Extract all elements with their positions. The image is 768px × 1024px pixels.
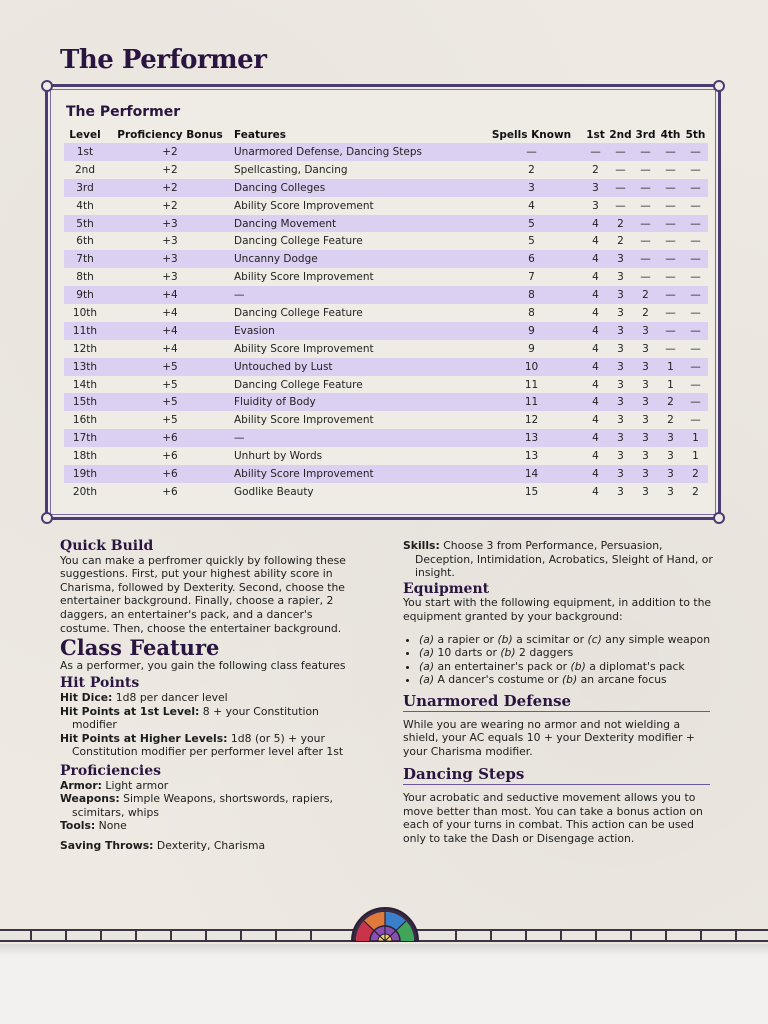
dancing-steps-heading: Dancing Steps: [403, 768, 710, 785]
table-cell: 9th: [64, 286, 106, 304]
table-cell: 4: [592, 378, 599, 391]
table-cell: —: [640, 235, 651, 248]
table-cell: 13th: [64, 358, 106, 376]
table-cell: 3: [617, 271, 624, 284]
table-cell: 10: [480, 358, 583, 376]
table-cell: —: [640, 271, 651, 284]
table-cell: 4: [583, 429, 608, 447]
table-cell: 3: [583, 179, 608, 197]
column-header: Level: [69, 129, 101, 141]
table-row: [64, 197, 708, 215]
table-cell: —: [658, 143, 683, 161]
table-cell: 1: [683, 429, 708, 447]
equipment-item-part: (a): [419, 659, 435, 673]
table-row: [64, 250, 708, 268]
table-cell: 3: [617, 342, 624, 355]
table-cell: 3: [617, 450, 624, 463]
table-cell: —: [690, 378, 701, 391]
dancing-steps-text: Your acrobatic and seductive movement allows you to move better than most. You can take a bonus action on each of your turns in combat. This action can be used only to take the Dash or Disengage action.: [403, 790, 703, 845]
table-cell: +5: [162, 378, 178, 391]
weapons-line: [60, 792, 350, 819]
footer-tick: [455, 931, 457, 940]
footer-tick: [100, 931, 102, 940]
frame-corner-ornament: [713, 80, 725, 92]
hit-dice-line: [60, 691, 350, 705]
table-cell: —: [665, 235, 676, 248]
table-cell: +5: [162, 414, 178, 427]
equipment-item-part: 2 daggers: [515, 646, 574, 660]
hp-first-level-line: [60, 705, 350, 732]
table-cell: —: [690, 235, 701, 248]
table-cell: Dancing College Feature: [234, 378, 363, 391]
tools-line: [60, 819, 350, 833]
hp-higher-levels-line: [60, 732, 350, 759]
table-cell: 20th: [72, 485, 98, 498]
equipment-item-part: an entertainer's pack or: [434, 659, 571, 673]
unarmored-defense-heading: Unarmored Defense: [403, 695, 710, 712]
table-row: [64, 447, 708, 465]
equipment-item-part: (c): [587, 632, 602, 646]
table-cell: +3: [106, 250, 234, 268]
table-cell: +5: [106, 358, 234, 376]
column-header: 1st: [586, 129, 605, 141]
hp-higher-levels-label: Hit Points at Higher Levels:: [60, 731, 228, 745]
table-cell: 4: [528, 199, 535, 212]
table-cell: —: [608, 143, 633, 161]
table-cell: 13: [524, 450, 539, 463]
table-cell: —: [633, 250, 658, 268]
table-cell: 3: [633, 429, 658, 447]
table-cell: —: [690, 163, 701, 176]
table-cell: —: [665, 271, 676, 284]
equipment-item-part: (a): [419, 646, 435, 660]
table-cell: 11: [524, 378, 539, 391]
weapons-label: Weapons:: [60, 792, 120, 806]
equipment-item-part: 10 darts or: [434, 646, 501, 660]
armor-label: Armor:: [60, 778, 102, 792]
table-cell: Spellcasting, Dancing: [234, 163, 348, 176]
equipment-item-part: a diplomat's pack: [585, 659, 685, 673]
footer-tick: [700, 931, 702, 940]
table-cell: 4: [583, 465, 608, 483]
table-cell: 4: [583, 286, 608, 304]
class-feature-text: As a performer, you gain the following class features: [60, 658, 346, 672]
saving-throws-line: [60, 839, 350, 853]
table-cell: 3: [633, 465, 658, 483]
table-cell: Ability Score Improvement: [234, 414, 374, 427]
table-cell: 18th: [72, 450, 98, 463]
table-cell: 7: [528, 271, 535, 284]
table-cell: 4: [583, 393, 608, 411]
tools-label: Tools:: [60, 819, 96, 833]
table-cell: 3: [617, 414, 624, 427]
table-cell: 4: [592, 414, 599, 427]
table-cell: 4: [592, 342, 599, 355]
table-row: [64, 161, 708, 179]
table-cell: +6: [106, 465, 234, 483]
table-cell: —: [658, 250, 683, 268]
table-title: The Performer: [66, 104, 181, 120]
table-cell: 3: [633, 358, 658, 376]
table-cell: 15: [524, 485, 539, 498]
table-row: [64, 215, 708, 233]
hit-points-heading: Hit Points: [60, 675, 140, 692]
hp-higher-levels-value: 1d8 (or 5) + your Constitution modifier per performer level after 1st: [72, 731, 344, 759]
table-row: [64, 179, 708, 197]
table-cell: 12th: [72, 342, 98, 355]
table-cell: —: [690, 414, 701, 427]
footer-tick: [310, 931, 312, 940]
table-cell: 3: [608, 286, 633, 304]
table-cell: 5: [528, 235, 535, 248]
table-cell: —: [690, 342, 701, 355]
footer-tick: [525, 931, 527, 940]
table-row: [64, 411, 708, 429]
equipment-item-part: any simple weapon: [601, 632, 711, 646]
table-cell: 6: [480, 250, 583, 268]
column-header: 4th: [660, 129, 681, 141]
table-cell: —: [234, 286, 480, 304]
table-cell: +4: [106, 286, 234, 304]
table-cell: 4: [592, 306, 599, 319]
table-cell: +4: [162, 306, 178, 319]
equipment-list: [403, 633, 713, 687]
equipment-item-part: (a): [419, 632, 435, 646]
footer-tick: [275, 931, 277, 940]
table-row: [64, 286, 708, 304]
hit-dice-value: 1d8 per dancer level: [112, 690, 228, 704]
table-cell: 3: [642, 414, 649, 427]
table-cell: —: [683, 179, 708, 197]
table-cell: 2: [592, 163, 599, 176]
table-cell: 3: [480, 179, 583, 197]
table-cell: —: [633, 143, 658, 161]
equipment-item: [419, 660, 713, 674]
right-column: [403, 539, 713, 845]
left-column: [60, 540, 350, 852]
footer-tick: [490, 931, 492, 940]
footer-tick: [170, 931, 172, 940]
table-cell: —: [608, 179, 633, 197]
table-cell: 3: [658, 429, 683, 447]
table-cell: 6th: [76, 235, 94, 248]
table-cell: 14: [480, 465, 583, 483]
table-cell: 4: [583, 358, 608, 376]
table-cell: 3: [608, 322, 633, 340]
table-cell: 5: [480, 215, 583, 233]
equipment-item-part: a scimitar or: [512, 632, 588, 646]
column-header: 5th: [685, 129, 706, 141]
table-cell: 2: [528, 163, 535, 176]
table-cell: 11th: [64, 322, 106, 340]
table-cell: —: [665, 342, 676, 355]
table-cell: 2: [683, 465, 708, 483]
equipment-item-part: (b): [500, 646, 516, 660]
table-cell: Untouched by Lust: [234, 358, 480, 376]
footer-tick: [630, 931, 632, 940]
footer-tick: [205, 931, 207, 940]
table-cell: 2: [642, 306, 649, 319]
equipment-item-part: a rapier or: [434, 632, 498, 646]
table-cell: 3: [617, 306, 624, 319]
table-cell: 3: [642, 450, 649, 463]
equipment-heading: Equipment: [403, 580, 490, 597]
table-cell: 2: [633, 286, 658, 304]
table-cell: 8: [480, 286, 583, 304]
class-progression-table: [64, 127, 708, 501]
table-row: [64, 429, 708, 447]
table-cell: 13: [480, 429, 583, 447]
table-cell: 3: [608, 429, 633, 447]
saving-throws-label: Saving Throws:: [60, 838, 154, 852]
table-cell: 3: [642, 342, 649, 355]
table-cell: 3: [633, 322, 658, 340]
table-cell: 3rd: [64, 179, 106, 197]
table-cell: 3: [617, 378, 624, 391]
table-cell: —: [665, 199, 676, 212]
table-cell: 4: [592, 235, 599, 248]
table-cell: —: [640, 163, 651, 176]
table-cell: Dancing Colleges: [234, 179, 480, 197]
footer-tick: [560, 931, 562, 940]
column-header: Features: [234, 129, 286, 141]
skills-label: Skills:: [403, 539, 440, 552]
table-cell: Dancing College Feature: [234, 235, 363, 248]
table-cell: 9: [528, 342, 535, 355]
table-cell: 17th: [64, 429, 106, 447]
footer-tick: [240, 931, 242, 940]
skills-value: Choose 3 from Performance, Persuasion, Deception, Intimidation, Acrobatics, Sleight of Hand, or insight.: [415, 539, 713, 580]
table-row: [64, 304, 708, 322]
table-cell: 2: [667, 414, 674, 427]
proficiencies-heading: Proficiencies: [60, 762, 161, 779]
table-cell: 12: [524, 414, 539, 427]
equipment-item-part: (a): [419, 673, 435, 687]
table-cell: Godlike Beauty: [234, 485, 314, 498]
table-row: [64, 143, 708, 161]
frame-corner-ornament: [41, 80, 53, 92]
table-cell: —: [683, 215, 708, 233]
table-row: [64, 393, 708, 411]
table-cell: —: [683, 393, 708, 411]
weapons-value: Simple Weapons, shortswords, rapiers, scimitars, whips: [72, 792, 333, 819]
table-cell: Unarmored Defense, Dancing Steps: [234, 143, 480, 161]
footer-tick: [735, 931, 737, 940]
table-cell: 2: [692, 485, 699, 498]
table-cell: —: [658, 179, 683, 197]
footer-tick: [65, 931, 67, 940]
equipment-item-part: an arcane focus: [577, 673, 667, 687]
table-cell: +6: [162, 485, 178, 498]
class-table-frame: [45, 84, 721, 520]
table-row: [64, 232, 708, 250]
table-cell: 3: [633, 393, 658, 411]
table-cell: —: [690, 306, 701, 319]
hit-dice-label: Hit Dice:: [60, 690, 113, 704]
table-cell: +4: [106, 322, 234, 340]
table-cell: +2: [106, 143, 234, 161]
table-cell: —: [633, 215, 658, 233]
table-cell: —: [615, 163, 626, 176]
table-cell: Unhurt by Words: [234, 450, 323, 463]
table-cell: 3: [608, 358, 633, 376]
table-cell: —: [683, 250, 708, 268]
hp-first-level-value: 8 + your Constitution modifier: [72, 704, 319, 732]
table-cell: +3: [106, 215, 234, 233]
equipment-item: [419, 673, 713, 687]
table-cell: —: [658, 215, 683, 233]
table-cell: +2: [162, 199, 178, 212]
table-cell: +4: [162, 342, 178, 355]
table-cell: Uncanny Dodge: [234, 250, 480, 268]
equipment-item: [419, 646, 713, 660]
table-cell: 9: [480, 322, 583, 340]
table-cell: Ability Score Improvement: [234, 342, 374, 355]
armor-line: [60, 779, 350, 793]
table-header-row: [64, 127, 708, 143]
table-cell: —: [480, 143, 583, 161]
table-cell: 10th: [72, 306, 98, 319]
table-cell: 11: [480, 393, 583, 411]
table-row: [64, 483, 708, 501]
class-feature-heading: Class Feature: [60, 635, 220, 661]
table-cell: Dancing Movement: [234, 215, 480, 233]
table-cell: Ability Score Improvement: [234, 199, 374, 212]
table-cell: 3: [608, 250, 633, 268]
frame-corner-ornament: [713, 512, 725, 524]
table-cell: 1st: [64, 143, 106, 161]
table-cell: +3: [162, 235, 178, 248]
table-cell: —: [583, 143, 608, 161]
footer-tick: [665, 931, 667, 940]
table-cell: +2: [106, 179, 234, 197]
table-cell: 5th: [64, 215, 106, 233]
equipment-item-part: (b): [497, 632, 513, 646]
saving-throws-value: Dexterity, Charisma: [153, 838, 266, 852]
equipment-item-part: (b): [570, 659, 586, 673]
page-title: The Performer: [60, 45, 267, 75]
table-cell: —: [640, 199, 651, 212]
table-row: [64, 465, 708, 483]
table-cell: 7th: [64, 250, 106, 268]
column-header: Proficiency Bonus: [117, 129, 223, 141]
table-cell: Ability Score Improvement: [234, 465, 480, 483]
table-cell: +6: [162, 450, 178, 463]
column-header: 3rd: [635, 129, 656, 141]
table-cell: 19th: [64, 465, 106, 483]
table-cell: 4: [583, 322, 608, 340]
table-cell: +5: [106, 393, 234, 411]
equipment-intro: You start with the following equipment, in addition to the equipment granted by your background:: [403, 596, 712, 623]
table-cell: —: [633, 179, 658, 197]
column-header: 2nd: [609, 129, 632, 141]
footer-tick: [595, 931, 597, 940]
skills-line: [403, 539, 713, 580]
footer-tick: [30, 931, 32, 940]
frame-corner-ornament: [41, 512, 53, 524]
table-cell: 3: [617, 485, 624, 498]
page-shadow: [0, 944, 768, 956]
table-cell: 3: [667, 450, 674, 463]
tools-value: None: [95, 819, 127, 833]
table-cell: +3: [162, 271, 178, 284]
table-cell: 3: [642, 378, 649, 391]
table-cell: 3: [608, 393, 633, 411]
table-row: [64, 340, 708, 358]
stained-glass-rosette-icon: [350, 905, 420, 943]
table-cell: 4th: [76, 199, 94, 212]
table-cell: 8: [528, 306, 535, 319]
table-cell: —: [683, 322, 708, 340]
quick-build-heading: Quick Build: [60, 538, 154, 554]
table-cell: Evasion: [234, 322, 480, 340]
table-row: [64, 376, 708, 394]
table-cell: —: [690, 199, 701, 212]
table-cell: 15th: [64, 393, 106, 411]
table-cell: 3: [608, 465, 633, 483]
table-cell: 3: [658, 465, 683, 483]
table-cell: Dancing College Feature: [234, 306, 363, 319]
table-cell: 3: [592, 199, 599, 212]
table-cell: —: [658, 322, 683, 340]
table-cell: 4: [583, 250, 608, 268]
unarmored-defense-text: While you are wearing no armor and not wielding a shield, your AC equals 10 + your Dexterity modifier + your Charisma modifier.: [403, 717, 695, 758]
table-cell: Fluidity of Body: [234, 393, 480, 411]
table-cell: —: [234, 429, 480, 447]
table-cell: 8th: [76, 271, 94, 284]
table-cell: 2: [608, 215, 633, 233]
armor-value: Light armor: [102, 778, 169, 792]
table-row: [64, 358, 708, 376]
table-row: [64, 322, 708, 340]
table-cell: 16th: [72, 414, 98, 427]
table-cell: 2nd: [74, 163, 95, 176]
table-cell: +2: [162, 163, 178, 176]
column-header: Spells Known: [491, 129, 572, 141]
table-cell: —: [683, 143, 708, 161]
table-cell: —: [690, 271, 701, 284]
table-cell: —: [665, 163, 676, 176]
equipment-item-part: (b): [561, 673, 578, 687]
table-cell: —: [665, 306, 676, 319]
table-cell: 3: [642, 485, 649, 498]
equipment-item: [419, 633, 713, 647]
table-cell: —: [615, 199, 626, 212]
table-row: [64, 268, 708, 286]
table-cell: 1: [658, 358, 683, 376]
table-cell: 1: [667, 378, 674, 391]
table-cell: —: [658, 286, 683, 304]
table-cell: 14th: [72, 378, 98, 391]
table-cell: —: [683, 358, 708, 376]
table-cell: Ability Score Improvement: [234, 271, 374, 284]
table-cell: —: [683, 286, 708, 304]
table-cell: 4: [592, 485, 599, 498]
hp-first-level-label: Hit Points at 1st Level:: [60, 704, 200, 718]
footer-tick: [135, 931, 137, 940]
table-cell: 1: [692, 450, 699, 463]
table-cell: 3: [667, 485, 674, 498]
table-cell: 2: [617, 235, 624, 248]
table-cell: 4: [592, 450, 599, 463]
table-cell: 4: [592, 271, 599, 284]
table-cell: 4: [583, 215, 608, 233]
table-cell: +6: [106, 429, 234, 447]
equipment-item-part: A dancer's costume or: [434, 673, 562, 687]
quick-build-text: You can make a perfromer quickly by following these suggestions. First, put your highest ability score in Charisma, followed by Dexterity. Second, choose the entertainer background. Finally, choose a rapier, 2 daggers, an entertainer's pack, and a dancer's costume. Then, choose the entertainer background.: [60, 553, 346, 635]
table-cell: 2: [658, 393, 683, 411]
